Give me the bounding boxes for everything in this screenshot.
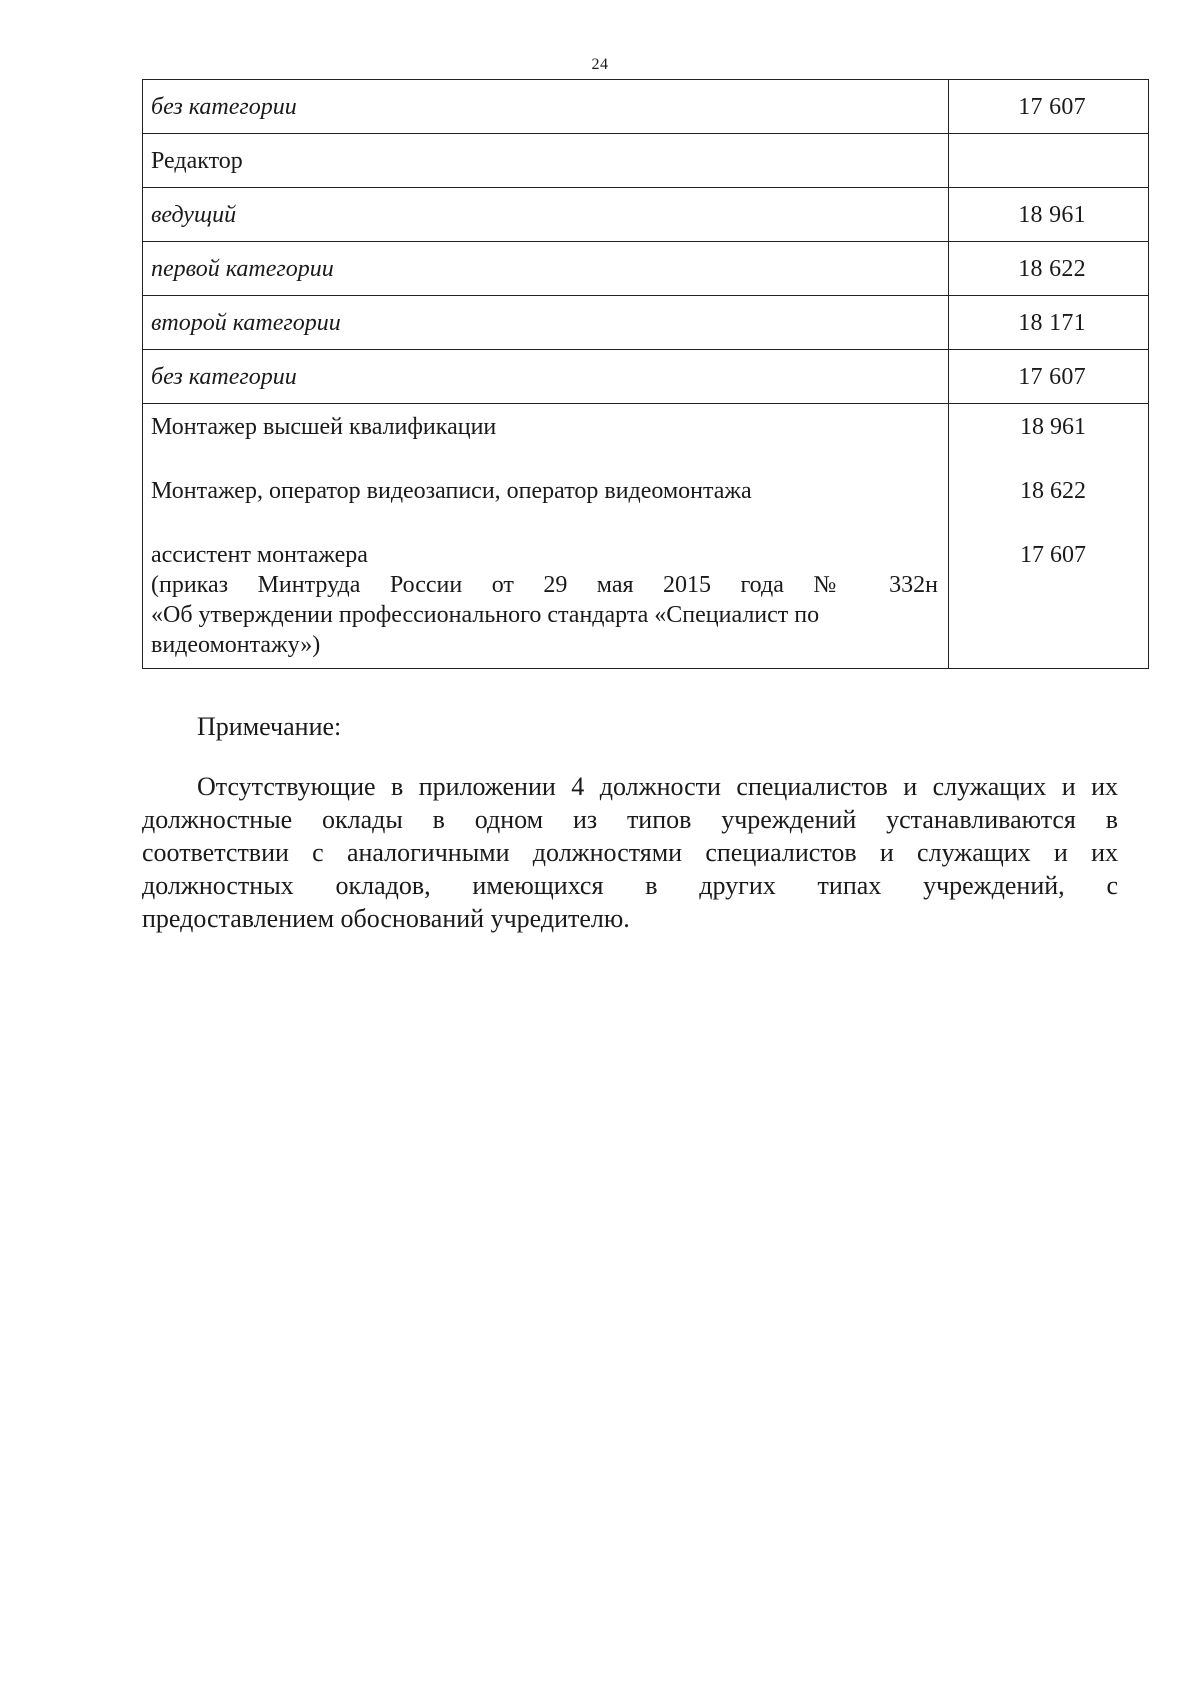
position-text: видеомонтажу»): [151, 632, 321, 658]
salary-cell-group: [949, 404, 1149, 669]
salary-table: [142, 79, 1149, 669]
position-cell: первой категории: [143, 242, 949, 296]
note-body: [142, 770, 1118, 935]
position-text: ассистент монтажера: [151, 542, 368, 568]
table-row: [143, 242, 1149, 296]
table-row: [143, 134, 1149, 188]
salary-text: 18 961: [1020, 414, 1086, 440]
position-cell: Редактор: [143, 134, 949, 188]
table-row: [143, 80, 1149, 134]
salary-cell: 17 607: [949, 80, 1149, 134]
salary-cell: 18 961: [949, 188, 1149, 242]
salary-cell: 18 622: [949, 242, 1149, 296]
table-row: [143, 350, 1149, 404]
position-text: (приказ Минтруда России от 29 мая 2015 года № 332н: [151, 572, 938, 598]
table-row-group: [143, 404, 1149, 669]
salary-text: 17 607: [1020, 542, 1086, 568]
position-text: Монтажер высшей квалификации: [151, 414, 497, 440]
position-cell: второй категории: [143, 296, 949, 350]
table-row: [143, 188, 1149, 242]
table-row: [143, 296, 1149, 350]
position-cell: без категории: [143, 350, 949, 404]
note-line: предоставлением обоснований учредителю.: [142, 904, 630, 933]
page-number: 24: [591, 56, 609, 73]
note-line: должностных окладов, имеющихся в других типах учреждений, с: [142, 871, 1118, 900]
position-text: Монтажер, оператор видеозаписи, оператор видеомонтажа: [151, 478, 752, 504]
salary-cell: [949, 134, 1149, 188]
note-line: Отсутствующие в приложении 4 должности специалистов и служащих и их: [197, 772, 1118, 801]
position-cell: ведущий: [143, 188, 949, 242]
salary-text: 18 622: [1020, 478, 1086, 504]
note-line: должностные оклады в одном из типов учреждений устанавливаются в: [142, 805, 1118, 834]
position-cell-group: [143, 404, 949, 669]
position-text: «Об утверждении профессионального стандарта «Специалист по: [151, 602, 820, 628]
position-cell: без категории: [143, 80, 949, 134]
salary-cell: 18 171: [949, 296, 1149, 350]
note-title: Примечание:: [197, 712, 342, 741]
note-line: соответствии с аналогичными должностями специалистов и служащих и их: [142, 838, 1118, 867]
salary-cell: 17 607: [949, 350, 1149, 404]
